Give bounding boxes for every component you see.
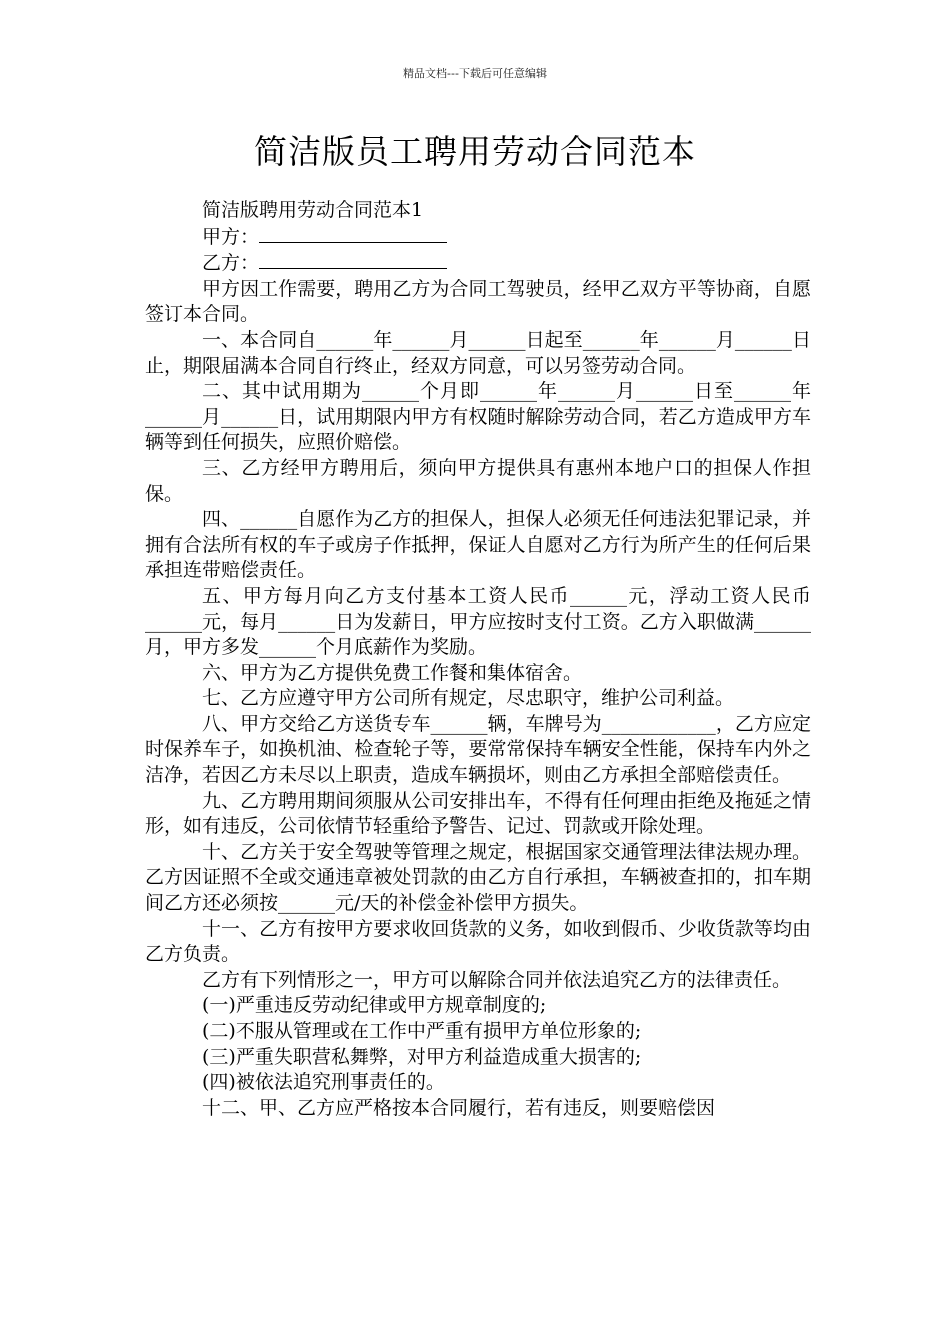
paragraph-clause-4: 四、______自愿作为乙方的担保人，担保人必须无任何违法犯罪记录，并拥有合法所有权的车子或房子作抵押，保证人自愿对乙方行为所产生的任何后果承担连带赔偿责任。	[145, 508, 811, 582]
paragraph-clause-1: 一、本合同自______年______月______日起至______年______月______日止，期限届满本合同自行终止，经双方同意，可以另签劳动合同。	[145, 328, 811, 377]
paragraph-clause-12: 十二、甲、乙方应严格按本合同履行，若有违反，则要赔偿因	[202, 1096, 716, 1119]
document-body	[145, 198, 811, 1121]
paragraph-clause-5: 五、甲方每月向乙方支付基本工资人民币______元，浮动工资人民币______元，每月______日为发薪日，甲方应按时支付工资。乙方入职做满______月，甲方多发______个月底薪作为奖励。	[145, 584, 811, 659]
party-a-blank[interactable]	[259, 224, 447, 243]
list-item-termination-2: (二)不服从管理或在工作中严重有损甲方单位形象的;	[202, 1020, 642, 1042]
paragraph-clause-7: 七、乙方应遵守甲方公司所有规定，尽忠职守，维护公司利益。	[202, 687, 735, 710]
list-item-termination-3: (三)严重失职营私舞弊，对甲方利益造成重大损害的;	[202, 1045, 642, 1068]
paragraph-clause-3: 三、乙方经甲方聘用后，须向甲方提供具有惠州本地户口的担保人作担保。	[145, 456, 811, 505]
party-b-line	[145, 250, 811, 277]
contract-subtitle: 简洁版聘用劳动合同范本1	[202, 199, 424, 221]
list-item-termination-4: (四)被依法追究刑事责任的。	[202, 1071, 445, 1094]
paragraph-clause-2: 二、其中试用期为______个月即______年______月______日至______年______月______日，试用期限内甲方有权随时解除劳动合同，若乙方造成甲方车辆等到任何损失，应照价赔偿。	[145, 380, 811, 454]
paragraph-intro: 甲方因工作需要，聘用乙方为合同工驾驶员，经甲乙双方平等协商，自愿签订本合同。	[145, 277, 811, 326]
page-header: 精品文档---下载后可任意编辑	[403, 67, 547, 80]
party-a-label: 甲方：	[202, 225, 260, 248]
paragraph-clause-9: 九、乙方聘用期间须服从公司安排出车，不得有任何理由拒绝及拖延之情形，如有违反，公司依情节轻重给予警告、记过、罚款或开除处理。	[145, 789, 811, 838]
party-a-line	[145, 224, 811, 251]
paragraph-clause-6: 六、甲方为乙方提供免费工作餐和集体宿舍。	[202, 661, 583, 684]
paragraph-termination-intro: 乙方有下列情形之一，甲方可以解除合同并依法追究乙方的法律责任。	[202, 968, 792, 991]
paragraph-clause-10: 十、乙方关于安全驾驶等管理之规定，根据国家交通管理法律法规办理。乙方因证照不全或交通违章被处罚款的由乙方自行承担，车辆被查扣的，扣车期间乙方还必须按______元/天的补偿金补偿甲方损失。	[145, 840, 811, 915]
document-title: 简洁版员工聘用劳动合同范本	[254, 132, 696, 171]
party-b-label: 乙方：	[202, 252, 260, 275]
paragraph-clause-8: 八、甲方交给乙方送货专车______辆，车牌号为____________，乙方应定时保养车子，如换机油、检查轮子等，要常常保持车辆安全性能，保持车内外之洁净，若因乙方未尽以上职责，造成车辆损坏，则由乙方承担全部赔偿责任。	[145, 712, 811, 787]
party-b-blank[interactable]	[259, 250, 447, 269]
paragraph-clause-11: 十一、乙方有按甲方要求收回货款的义务，如收到假币、少收货款等均由乙方负责。	[145, 917, 811, 966]
list-item-termination-1: (一)严重违反劳动纪律或甲方规章制度的;	[202, 994, 547, 1017]
